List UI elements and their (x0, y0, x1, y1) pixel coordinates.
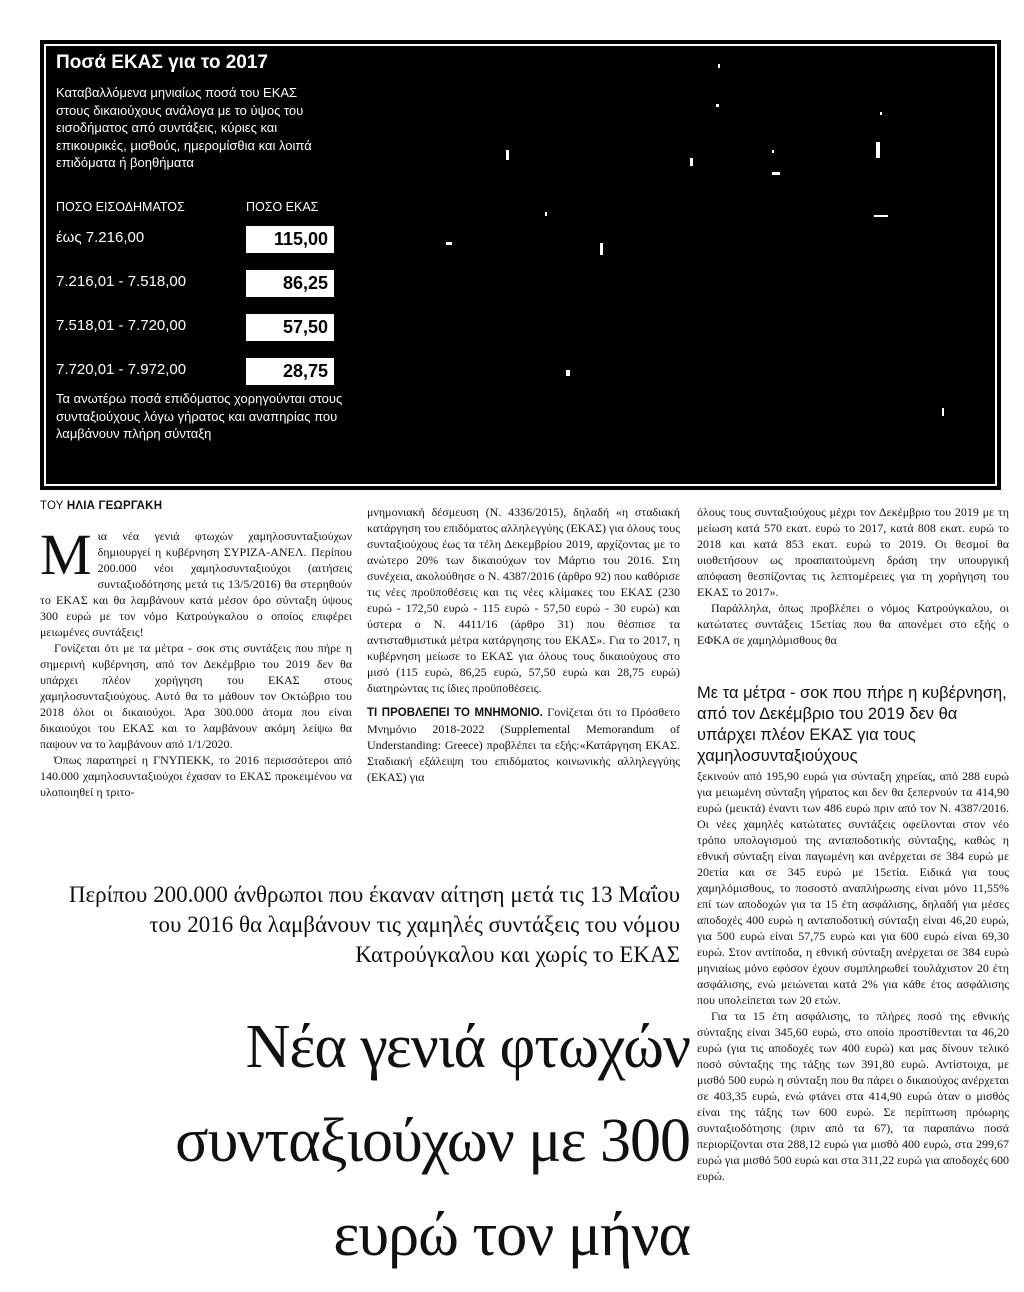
infobox-intro: Καταβαλλόμενα μηνιαίως ποσά του ΕΚΑΣ στους δικαιούχους ανάλογα με το ύψος του εισοδήματος από συντάξεις, κύριες και επικουρικές, μισθούς, ημερομίσθια και λοιπά επιδόματα ή βοηθήματα (56, 85, 312, 170)
byline-author: ΗΛΙΑ ΓΕΩΡΓΑΚΗ (66, 500, 163, 512)
col1-paragraph: Γονίζεται ότι με τα μέτρα - σοκ στις συντάξεις που πήρε η σημερινή κυβέρνηση, από τον Δεκέμβριο του 2019 δεν θα υπάρχει πλέον χορήγηση του ΕΚΑΣ στους χαμηλοσυνταξιούχους. Αυτό θα το μάθουν τον Οκτώβριο του 2018 όλοι οι δικαιούχοι. Άρα 300.000 άτομα που είναι δικαιούχοι του ΕΚΑΣ και το λαμβάνουν ακόμη λείψω θα παψουν να το λαμβάνουν από 1/1/2020. (40, 641, 352, 751)
speck (690, 158, 693, 166)
pull-quote: Με τα μέτρα - σοκ που πήρε η κυβέρνηση, από τον Δεκέμβριο του 2019 δεν θα υπάρχει πλέον ΕΚΑΣ για τους χαμηλοσυνταξιούχους (697, 684, 1007, 765)
infobox-range: έως 7.216,00 (56, 229, 145, 246)
speck (566, 370, 570, 376)
col3-paragraph: όλους τους συνταξιούχους μέχρι τον Δεκέμβριο του 2019 με τη μείωση κατά 570 εκατ. ευρώ το 2017, κατά 808 εκατ. ευρώ το 2018 και κατά 853 εκατ. ευρώ το 2019. Οι θεσμοί θα υιοθετήσουν ως προαπαιτούμενη δράση την υπουργική απόφαση θεσπίζοντας τις λεπτομέρειες για τη χορήγηση του ΕΚΑΣ το 2017». (697, 505, 1009, 599)
article-headline: Νέα γενιά φτωχών συνταξιούχων με 300 ευρώ τον μήνα (175, 1013, 690, 1269)
speck (506, 150, 509, 160)
byline-prefix: ΤΟΥ (40, 500, 64, 512)
infobox-range: 7.518,01 - 7.720,00 (56, 317, 187, 334)
col2-paragraph: Γονίζεται ότι το Πρόσθετο Μνημόνιο 2018-2022 (Supplemental Memorandum of Understanding: Greece) προβλέπει τα εξής:«Κατάργηση ΕΚΑΣ. Σταδιακή εξάλειψη του επιδόματος κοινωνικής αλληλεγγύης (ΕΚΑΣ) για (367, 705, 681, 784)
speck (716, 104, 719, 107)
speck (772, 172, 780, 175)
speck (876, 142, 880, 158)
speck (772, 150, 774, 153)
infobox-col-income: ΠΟΣΟ ΕΙΣΟΔΗΜΑΤΟΣ (56, 200, 185, 214)
infobox-col-amount: ΠΟΣΟ ΕΚΑΣ (246, 200, 319, 214)
infobox-amount: 86,25 (246, 270, 334, 297)
infobox-range: 7.720,01 - 7.972,00 (56, 361, 187, 378)
article-column-1 (40, 522, 352, 800)
speck (880, 112, 882, 115)
speck (600, 243, 603, 255)
article-column-3-top (697, 504, 1009, 648)
article-deck: Περίπου 200.000 άνθρωποι που έκαναν αίτηση μετά τις 13 Μαΐου του 2016 θα λαμβάνουν τις χαμηλές συντάξεις του νόμου Κατρούγκαλου και χωρίς το ΕΚΑΣ (68, 882, 680, 967)
drop-cap: Μ (40, 522, 92, 587)
infobox-amount: 57,50 (246, 314, 334, 341)
speck (545, 212, 547, 216)
byline (40, 500, 162, 512)
infobox-amount: 28,75 (246, 358, 334, 385)
infobox-note: Τα ανωτέρω ποσά επιδόματος χορηγούνται στους συνταξιούχους λόγω γήρατος και αναπηρίας που λαμβάνουν πλήρη σύνταξη (56, 391, 343, 441)
col3-paragraph: ξεκινούν από 195,90 ευρώ για σύνταξη χηρείας, από 288 ευρώ για μειωμένη σύνταξη γήρατος και δεν θα ξεπερνούν τα 414,90 ευρώ (μεικτά) έναντι των 486 ευρώ πριν από τον Ν. 4387/2016. Οι νέες χαμηλές κατώτατες συντάξεις οφείλονται στον νέο τρόπο υπολογισμού της ανταποδοτικής σύνταξης, καθώς η εθνική σύνταξη είναι παγωμένη και ανέρχεται σε 384 ευρώ με 20ετία και σε 345 ευρώ με 15ετία. Ειδικά για τους χαμηλόμισθους, το ποσοστό αναπλήρωσης είναι μόνο 11,55% επί των αποδοχών για τα 15 έτη ασφάλισης, δηλαδή για μέσες αποδοχές 400 ευρώ η ανταποδοτική σύνταξη είναι 46,20 ευρώ, για 500 ευρώ είναι 57,75 ευρώ και για 600 ευρώ είναι 69,30 ευρώ. Στον αντίποδα, η εθνική σύνταξη ανέρχεται σε 384 ευρώ μηνιαίως μόνο εφόσον έχουν συμπληρωθεί τουλάχιστον 20 έτη ασφάλισης, ενώ μειώνεται κατά 2% για κάθε έτος ασφάλισης που υπολείπεται των 20 ετών. (697, 769, 1009, 1007)
speck (874, 215, 888, 217)
speck (942, 408, 944, 416)
infobox-range: 7.216,01 - 7.518,00 (56, 273, 187, 290)
article-column-3-bottom (697, 768, 1009, 1184)
col3-paragraph: Για τα 15 έτη ασφάλισης, το πλήρες ποσό της εθνικής σύνταξης είναι 345,60 ευρώ, στο οποίο προστίθενται τα 46,20 ευρώ (για τις αποδοχές των 400 ευρώ) και μας δίνουν τελικό ποσό σύνταξης της τάξης των 391,80 ευρώ. Αντίστοιχα, με μισθό 500 ευρώ η σύνταξη που θα πάρει ο δικαιούχος ανέρχεται σε 403,35 ευρώ, ενώ φτάνει στα 414,90 ευρώ όταν ο μισθός είναι της τάξης των 600 ευρώ. Σε περίπτωση πρόωρης συνταξιοδότησης (πριν από τα 67), τα παραπάνω ποσά περιορίζονται στα 288,12 ευρώ για μισθό 400 ευρώ, στα 299,67 ευρώ για μισθό 500 ευρώ και στα 311,22 ευρώ για αποδοχές 600 ευρώ. (697, 1009, 1009, 1183)
speck (1010, 240, 1013, 250)
infobox-amount: 115,00 (246, 226, 334, 253)
article-column-2 (367, 504, 680, 785)
col1-paragraph: Όπως παρατηρεί η ΓΝΥΠΕΚΚ, το 2016 περισσότεροι από 140.000 χαμηλοσυνταξιούχοι έχασαν το ΕΚΑΣ προκειμένου να υλοποιηθεί η τριτο- (40, 753, 352, 799)
col2-paragraph: μνημονιακή δέσμευση (Ν. 4336/2015), δηλαδή «η σταδιακή κατάργηση του επιδόματος αλληλεγγύης (ΕΚΑΣ) για όλους τους συνταξιούχους έως τα τέλη Δεκεμβρίου 2019, αρχίζοντας με το ανώτερο 20% των δικαιούχων τον Μάρτιο του 2016. Στη συνέχεια, ακολούθησε ο Ν. 4387/2016 (άρθρο 92) που καθόρισε τις νέες προϋποθέσεις και τις νέες κλίμακες του ΕΚΑΣ (230 ευρώ - 172,50 ευρώ - 115 ευρώ - 57,50 ευρώ - 30 ευρώ) και ύστερα ο Ν. 4411/16 (άρθρο 31) που θέσπισε τα αντισταθμιστικά μέτρα κατάργησης του ΕΚΑΣ». Για το 2017, η κυβέρνηση μείωσε το ΕΚΑΣ για όλους τους δικαιούχους στο μισό (115 ευρώ, 86,25 ευρώ, 57,50 ευρώ και 28,75 ευρώ) διατηρώντας τις ίδιες προϋποθέσεις. (367, 505, 680, 695)
infobox-title: Ποσά ΕΚΑΣ για το 2017 (56, 52, 268, 73)
section-subhead: ΤΙ ΠΡΟΒΛΕΠΕΙ ΤΟ ΜΝΗΜΟΝΙΟ. (367, 707, 543, 719)
col1-paragraph: ια νέα γενιά φτωχών χαμηλοσυνταξιούχων δημιουργεί η κυβέρνηση ΣΥΡΙΖΑ-ΑΝΕΛ. Περίπου 200.000 νέοι χαμηλοσυνταξιούχοι (αιτήσεις συνταξιοδότησης μετά τις 13/5/2016) θα στερηθούν το ΕΚΑΣ και θα λαμβάνουν κατά μέσον όρο σύνταξη ύψους 300 ευρώ με τον νόμο Κατρούγκαλου ο οποίος επιφέρει μειωμένες συντάξεις! (40, 529, 352, 639)
speck (446, 242, 452, 245)
speck (718, 64, 720, 68)
col3-paragraph: Παράλληλα, όπως προβλέπει ο νόμος Κατρούγκαλου, οι κατώτατες συντάξεις 15ετίας που θα απονέμει στο εξής ο ΕΦΚΑ σε χαμηλόμισθους θα (697, 601, 1009, 647)
